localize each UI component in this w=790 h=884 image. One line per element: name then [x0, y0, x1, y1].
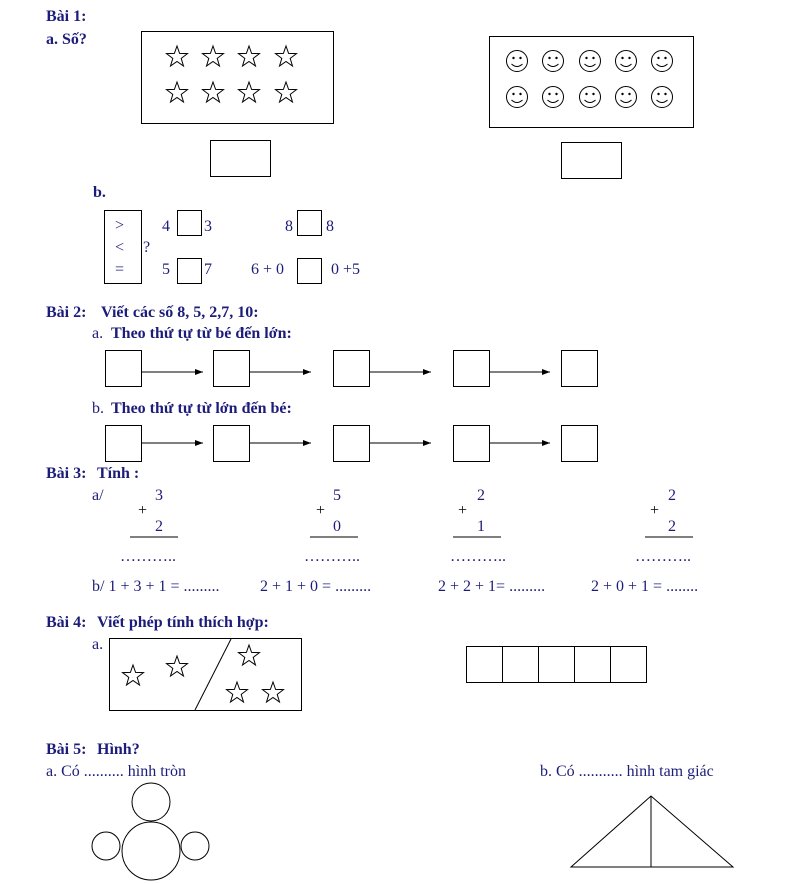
compare-left: 5 — [162, 261, 170, 278]
order-box[interactable] — [453, 425, 490, 462]
compare-right: 8 — [326, 218, 334, 235]
order-box[interactable] — [105, 425, 142, 462]
triangle-figure — [571, 796, 733, 867]
order-box[interactable] — [333, 350, 370, 387]
addend-top: 2 — [668, 487, 676, 504]
order-box[interactable] — [213, 350, 250, 387]
addend-bottom: 1 — [477, 518, 485, 535]
addend-bottom: 0 — [333, 518, 341, 535]
bai3-subtitle: Tính : — [97, 465, 140, 482]
compare-box[interactable] — [177, 210, 202, 236]
expression: 2 + 2 + 1= ......... — [438, 578, 546, 595]
bai2-a-prefix: a. — [92, 325, 104, 342]
smiley-box — [490, 37, 694, 128]
expression: 2 + 0 + 1 = ........ — [591, 578, 699, 595]
compare-right: 7 — [204, 261, 212, 278]
expression: b/ 1 + 3 + 1 = ......... — [92, 578, 220, 595]
bai5-title: Bài 5: — [46, 741, 87, 758]
bai3-title: Bài 3: — [46, 465, 87, 482]
stars-box — [142, 32, 334, 124]
compare-box[interactable] — [297, 258, 322, 284]
addend-top: 5 — [333, 487, 341, 504]
bai2-b-prefix: b. — [92, 400, 104, 417]
answer-dots[interactable]: ……….. — [304, 548, 360, 565]
addend-top: 2 — [477, 487, 485, 504]
order-box[interactable] — [453, 350, 490, 387]
bai2-title: Bài 2: — [46, 304, 87, 321]
plus-sign: + — [316, 502, 326, 519]
bai4-instruction: Viết phép tính thích hợp: — [97, 614, 269, 631]
addend-top: 3 — [155, 487, 163, 504]
answer-dots[interactable]: ……….. — [635, 548, 691, 565]
answer-box-smileys[interactable] — [561, 142, 622, 179]
compare-left: 4 — [162, 218, 170, 235]
bai2-b-text: Theo thứ tự từ lớn đến bé: — [111, 400, 292, 417]
bai1-a-label: a. Số? — [46, 31, 87, 48]
symbol-gt: > — [115, 217, 125, 234]
plus-sign: + — [650, 502, 660, 519]
bai4-picture — [110, 639, 302, 711]
bai5-a-text: a. Có .......... hình tròn — [46, 763, 186, 780]
compare-box[interactable] — [177, 258, 202, 284]
bai5-b-text: b. Có ........... hình tam giác — [540, 763, 714, 780]
bai3-a-label: a/ — [92, 487, 104, 504]
answer-dots[interactable]: ……….. — [120, 548, 176, 565]
bai1-b-label: b. — [93, 184, 106, 201]
order-box[interactable] — [105, 350, 142, 387]
answer-box-stars[interactable] — [210, 140, 271, 177]
order-box[interactable] — [333, 425, 370, 462]
addend-bottom: 2 — [155, 518, 163, 535]
compare-box[interactable] — [297, 210, 322, 236]
bai4-a-label: a. — [92, 636, 104, 653]
answer-cells — [467, 646, 647, 683]
bai2-instruction: Viết các số 8, 5, 2,7, 10: — [101, 304, 259, 321]
question-mark: ? — [143, 239, 151, 256]
bai2-a-text: Theo thứ tự từ bé đến lớn: — [111, 325, 292, 342]
bai4-title: Bài 4: — [46, 614, 87, 631]
order-box[interactable] — [213, 425, 250, 462]
symbol-lt: < — [115, 239, 125, 256]
compare-right: 0 +5 — [331, 261, 361, 278]
compare-left: 6 + 0 — [251, 261, 285, 278]
answer-dots[interactable]: ……….. — [450, 548, 506, 565]
order-box[interactable] — [561, 425, 598, 462]
plus-sign: + — [138, 502, 148, 519]
bai5-subtitle: Hình? — [97, 741, 140, 758]
expression: 2 + 1 + 0 = ......... — [260, 578, 372, 595]
order-box[interactable] — [561, 350, 598, 387]
compare-left: 8 — [285, 218, 293, 235]
compare-right: 3 — [204, 218, 212, 235]
symbol-eq: = — [115, 261, 125, 278]
addend-bottom: 2 — [668, 518, 676, 535]
plus-sign: + — [458, 502, 468, 519]
bai1-title: Bài 1: — [46, 8, 87, 25]
circles-figure — [92, 783, 209, 880]
